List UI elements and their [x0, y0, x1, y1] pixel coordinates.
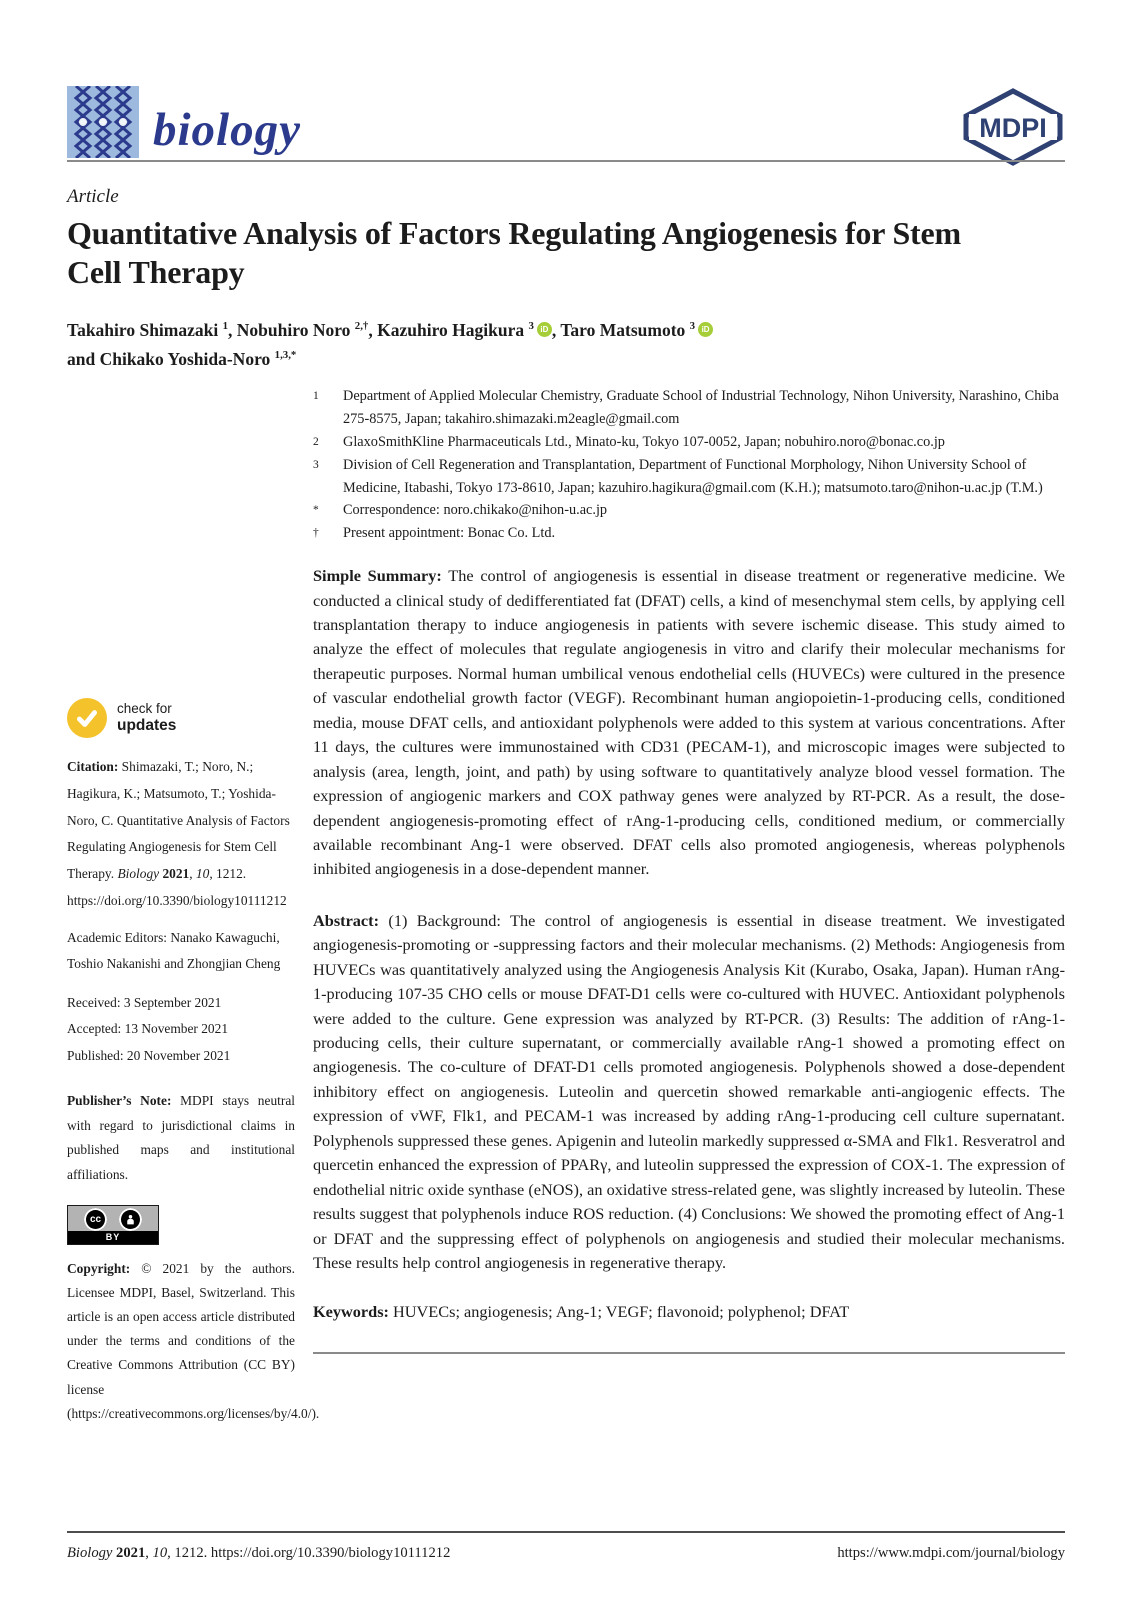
- abstract-paragraph: Abstract: (1) Background: The control of angiogenesis is essential in disease treatment. We investigated angiogenesis-promoting or -suppressing factors and their molecular mechanisms. (2) Methods: Angiogenesis from HUVECs was quantitatively analyzed using the Angiogenesis Analysis Kit (Kurabo, Osaka, Japan). Human rAng-1-producing 107-35 CHO cells or mouse DFAT-D1 cells were co-cultured with HUVEC. Antioxidant polyphenols were added to the culture. Gene expression was analyzed by RT-PCR. (3) Results: The addition of rAng-1-producing cells, their culture supernatant, or commercially available rAng-1 showed a promoting effect on angiogenesis. The co-culture of DFAT-D1 cells promoted angiogenesis. Polyphenols showed a dose-dependent inhibitory effect on angiogenesis. Luteolin and quercetin showed remarkable anti-angiogenic effects. The expression of vWF, Flk1, and PECAM-1 was increased by adding rAng-1-producing cell culture supernatant. Polyphenols suppressed these genes. Apigenin and luteolin markedly suppressed α-SMA and Flk1. Resveratrol and quercetin enhanced the expression of PPARγ, and luteolin suppressed the expression of COX-1. The expression of endothelial nitric oxide synthase (eNOS), an oxidative stress-related gene, was slightly increased by luteolin. These results suggest that polyphenols induce ROS reduction. (4) Conclusions: We showed the promoting effect of Ang-1 or DFAT and the suppressing effect of polyphenols on angiogenesis and studied their molecular mechanisms. These results help control angiogenesis in regenerative therapy.: [313, 910, 1065, 1272]
- main-column: [313, 385, 1065, 1354]
- publishers-note-label: Publisher’s Note:: [67, 1092, 172, 1108]
- author-list: [67, 316, 1065, 374]
- author-line-2: and Chikako Yoshida-Noro $^{1,3,*}$: [67, 348, 297, 369]
- keywords-divider: [313, 1352, 1065, 1354]
- present-appointment-row: † Present appointment: Bonac Co. Ltd.: [313, 525, 556, 542]
- publishers-note: Publisher’s Note: MDPI stays neutral with regard to jurisdictional claims in published maps and institutional affiliations.: [67, 1092, 295, 1183]
- footer-citation: Biology 2021, 10, 1212. https://doi.org/10.3390/biology10111212: [67, 1545, 451, 1561]
- article-type-label: Article: [67, 186, 119, 207]
- biology-journal-logo-icon: [67, 86, 139, 158]
- footer-journal-url[interactable]: https://www.mdpi.com/journal/biology: [837, 1545, 1065, 1561]
- simple-summary-label: Simple Summary:: [313, 566, 442, 586]
- citation-label: Citation:: [67, 759, 119, 774]
- cc-by-license-badge[interactable]: [67, 1205, 159, 1245]
- attribution-person-icon: [119, 1208, 142, 1231]
- accepted-date: Accepted: 13 November 2021: [67, 1021, 229, 1037]
- check-badge-line2: updates: [117, 716, 177, 734]
- orcid-icon[interactable]: iD: [537, 322, 552, 337]
- simple-summary-paragraph: Simple Summary: The control of angiogenesis is essential in disease treatment or regenerative medicine. We conducted a clinical study of dedifferentiated fat (DFAT) cells, a kind of mesenchymal stem cells, by applying cell transplantation therapy to induce angiogenesis in patients with severe ischemic disease. This study aimed to analyze the effect of molecules that regulate angiogenesis in vitro and clarify their molecular mechanisms for therapeutic purposes. Normal human umbilical venous endothelial cells (HUVECs) were cultured in the presence of vascular endothelial growth factor (VEGF). Recombinant human angiopoietin-1-producing cells, conditioned media, mouse DFAT cells, and antioxidant polyphenols were added to this system at various concentrations. After 11 days, the cultures were immunostained with CD31 (PECAM-1), and microscopic images were subjected to analysis (area, length, joint, and path) by using software to quantitatively analyze blood vessel formation. The expression of angiogenic markers and COX pathway genes were analyzed by RT-PCR. As a result, the dose-dependent angiogenesis-promoting effect of rAng-1-producing cells, conditioned medium, or commercially available recombinant Ang-1 were observed. DFAT cells also promoted angiogenesis, whereas polyphenols inhibited angiogenesis in a dose-dependent manner.: [313, 566, 1065, 879]
- mdpi-logo-icon: [961, 88, 1065, 166]
- affiliation-list: [313, 385, 1065, 545]
- correspondence-row: * Correspondence: noro.chikako@nihon-u.ac.jp: [313, 502, 608, 519]
- check-badge-line1: check for: [117, 701, 172, 717]
- checkmark-icon: [67, 698, 107, 738]
- footer-doi: , 1212. https://doi.org/10.3390/biology10111212: [167, 1545, 451, 1561]
- keywords-line: Keywords: HUVECs; angiogenesis; Ang-1; VEGF; flavonoid; polyphenol; DFAT: [313, 1302, 850, 1322]
- affiliation-row: 1 Department of Applied Molecular Chemistry, Graduate School of Industrial Technology, Nihon University, Narashino, Chiba 275-8575, Japan; takahiro.shimazaki.m2eagle@gmail.com: [313, 388, 1059, 427]
- affiliation-row: 3 Division of Cell Regeneration and Transplantation, Department of Functional Morphology, Nihon University School of Medicine, Itabashi, Tokyo 173-8610, Japan; kazuhiro.hagikura@gmail.com (K.H.); matsumoto.taro@nihon-u.ac.jp (T.M.): [313, 456, 1043, 496]
- citation-doi: , 1212. https://doi.org/10.3390/biology10111212: [67, 866, 287, 909]
- creative-commons-icon: cc: [84, 1208, 107, 1231]
- journal-title: biology: [153, 104, 301, 156]
- copyright-label: Copyright:: [67, 1260, 131, 1276]
- affiliation-row: 2 GlaxoSmithKline Pharmaceuticals Ltd., Minato-ku, Tokyo 107-0052, Japan; nobuhiro.noro@bonac.co.jp: [313, 433, 945, 450]
- keywords-label: Keywords:: [313, 1302, 389, 1322]
- published-date: Published: 20 November 2021: [67, 1047, 231, 1063]
- footer-divider: [67, 1531, 1065, 1533]
- cc-by-label: BY: [68, 1231, 158, 1244]
- page-footer: [67, 1545, 1065, 1562]
- copyright-statement: Copyright: © 2021 by the authors. Licensee MDPI, Basel, Switzerland. This article is an open access article distributed under the terms and conditions of the Creative Commons Attribution (CC BY) license (https://creativecommons.org/licenses/by/4.0/).: [67, 1260, 320, 1421]
- received-date: Received: 3 September 2021: [67, 995, 222, 1011]
- abstract-label: Abstract:: [313, 910, 380, 930]
- citation-block: Citation: Shimazaki, T.; Noro, N.; Hagikura, K.; Matsumoto, T.; Yoshida-Noro, C. Quantitative Analysis of Factors Regulating Angiogenesis for Stem Cell Therapy. Biology 2021, 10, 1212. https://doi.org/10.3390/biology10111212: [67, 759, 290, 909]
- history-dates: [67, 990, 295, 1068]
- author-line-1: Takahiro Shimazaki $^1$, Nobuhiro Noro $^{2,\dagger}$, Kazuhiro Hagikura $^3$ iD , Taro Matsumoto $^3$ iD: [67, 316, 1065, 345]
- check-for-updates-badge[interactable]: [67, 698, 295, 738]
- mdpi-logo-text: MDPI: [979, 113, 1047, 143]
- journal-header: [67, 86, 1065, 162]
- orcid-icon[interactable]: iD: [698, 322, 713, 337]
- header-divider: [67, 160, 1065, 162]
- left-sidebar: [67, 698, 320, 1426]
- academic-editors: Academic Editors: Nanako Kawaguchi, Toshio Nakanishi and Zhongjian Cheng: [67, 929, 281, 971]
- page-title: Quantitative Analysis of Factors Regulating Angiogenesis for Stem Cell Therapy: [67, 215, 961, 291]
